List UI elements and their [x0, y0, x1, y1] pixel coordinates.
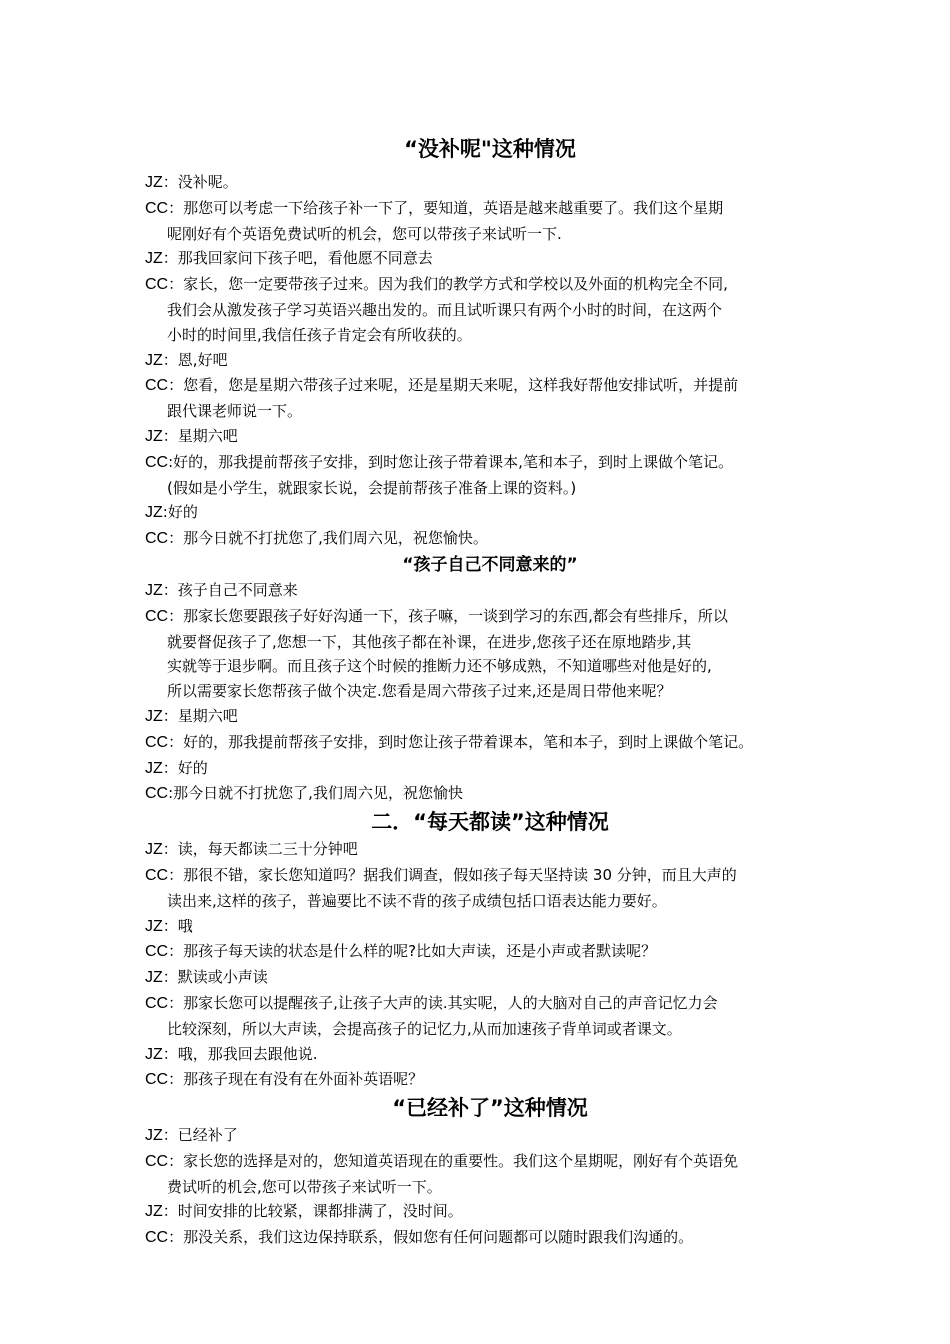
speaker-label: JZ: [145, 969, 163, 987]
dialogue-line: [145, 450, 835, 476]
speaker-label: CC: [145, 530, 169, 548]
speaker-separator: ：: [168, 1070, 184, 1089]
dialogue-line: [145, 730, 835, 756]
dialogue-text: 家长您的选择是对的，您知道英语现在的重要性。我们这个星期呢，刚好有个英语免: [183, 1151, 739, 1170]
dialogue-line: [145, 756, 835, 782]
dialogue-text: 时间安排的比较紧，课都排满了，没时间。: [177, 1202, 463, 1221]
speaker-separator: :: [162, 503, 168, 522]
dialogue-line-continuation: [145, 476, 835, 501]
dialogue-line: [145, 863, 835, 889]
dialogue-line: [145, 991, 835, 1017]
speaker-separator: ：: [162, 916, 178, 935]
speaker-separator: ：: [168, 529, 184, 548]
speaker-separator: ：: [168, 275, 184, 294]
speaker-label: JZ: [145, 841, 163, 859]
dialogue-text: 好的，那我提前帮孩子安排，到时您让孩子带着课本,笔和本子，到时上课做个笔记。: [173, 452, 733, 471]
dialogue-text: 那孩子现在有没有在外面补英语呢？: [183, 1070, 424, 1089]
speaker-label: JZ: [145, 174, 163, 191]
dialogue-line: [145, 526, 835, 552]
dialogue-text: 您看，您是星期六带孩子过来呢，还是星期天来呢，这样我好帮他安排试听，并提前: [183, 376, 739, 395]
dialogue-text: 已经补了: [177, 1126, 238, 1145]
dialogue-text: 没补呢。: [177, 173, 238, 191]
dialogue-line-continuation: [145, 1017, 835, 1042]
dialogue-text: 那没关系，我们这边保持联系，假如您有任何问题都可以随时跟我们沟通的。: [183, 1228, 694, 1247]
dialogue-line: [145, 1067, 835, 1093]
speaker-separator: ：: [162, 1126, 178, 1145]
dialogue-text: 那家长您要跟孩子好好沟通一下，孩子嘛，一谈到学习的东西,都会有些排斥，所以: [183, 606, 728, 625]
speaker-separator: ：: [168, 732, 184, 751]
dialogue-text: 跟代课老师说一下。: [167, 402, 303, 421]
dialogue-text: 那今日就不打扰您了,我们周六见，祝您愉快: [173, 784, 463, 803]
dialogue-line: [145, 781, 835, 807]
section-title: “孩子自己不同意来的”: [402, 554, 578, 575]
dialogue-line: [145, 348, 835, 374]
speaker-label: JZ: [145, 1045, 163, 1063]
dialogue-text: 星期六吧: [177, 706, 238, 725]
speaker-separator: :: [168, 452, 174, 471]
speaker-label: JZ: [145, 351, 163, 369]
dialogue-line: [145, 1225, 835, 1251]
dialogue-text: 哦: [177, 916, 193, 935]
dialogue-text: 家长，您一定要带孩子过来。因为我们的教学方式和学校以及外面的机构完全不同,: [183, 275, 728, 294]
speaker-separator: ：: [168, 865, 184, 884]
dialogue-line: [145, 578, 835, 604]
dialogue-line: [145, 1199, 835, 1225]
speaker-separator: ：: [162, 840, 178, 859]
dialogue-text: 好的，那我提前帮孩子安排，到时您让孩子带着课本，笔和本子，到时上课做个笔记。: [183, 732, 754, 751]
speaker-separator: ：: [162, 173, 178, 191]
speaker-label: JZ: [145, 250, 163, 268]
speaker-separator: ：: [162, 426, 178, 445]
dialogue-line-continuation: [145, 399, 835, 424]
dialogue-text: 那孩子每天读的状态是什么样的呢?比如大声读，还是小声或者默读呢？: [183, 942, 657, 961]
speaker-separator: ：: [162, 758, 178, 777]
dialogue-line: [145, 1123, 835, 1149]
speaker-label: JZ: [145, 504, 163, 522]
dialogue-line: [145, 939, 835, 965]
speaker-label: JZ: [145, 1203, 163, 1221]
dialogue-text: 那很不错，家长您知道吗？据我们调查，假如孩子每天坚持读 30 分钟，而且大声的: [183, 865, 737, 884]
dialogue-line: [145, 1149, 835, 1175]
dialogue-line-continuation: [145, 630, 835, 655]
dialogue-text: 就要督促孩子了,您想一下，其他孩子都在补课，在进步,您孩子还在原地踏步,其: [167, 632, 692, 651]
dialogue-text: 呢刚好有个英语免费试听的机会，您可以带孩子来试听一下.: [167, 224, 562, 243]
dialogue-text: 比较深刻，所以大声读，会提高孩子的记忆力,从而加速孩子背单词或者课文。: [167, 1019, 682, 1038]
speaker-label: CC: [145, 377, 169, 395]
speaker-label: CC: [145, 1229, 169, 1247]
speaker-label: CC: [145, 199, 169, 217]
speaker-separator: ：: [168, 993, 184, 1012]
dialogue-text: 孩子自己不同意来: [177, 580, 298, 599]
speaker-separator: ：: [168, 376, 184, 395]
dialogue-line: [145, 604, 835, 630]
speaker-label: CC: [145, 1071, 169, 1089]
speaker-separator: ：: [168, 942, 184, 961]
dialogue-text: (假如是小学生，就跟家长说，会提前帮孩子准备上课的资料。): [167, 478, 577, 497]
speaker-label: JZ: [145, 759, 163, 777]
speaker-label: JZ: [145, 707, 163, 725]
dialogue-text: 实就等于退步啊。而且孩子这个时候的推断力还不够成熟，不知道哪些对他是好的,: [167, 657, 712, 676]
dialogue-line-continuation: [145, 679, 835, 704]
dialogue-line: [145, 272, 835, 298]
speaker-label: CC: [145, 943, 169, 961]
speaker-label: CC: [145, 785, 169, 803]
dialogue-line: [145, 500, 835, 526]
speaker-separator: ：: [162, 1202, 178, 1221]
speaker-separator: ：: [168, 1151, 184, 1170]
dialogue-line-continuation: [145, 889, 835, 914]
speaker-separator: ：: [162, 249, 178, 268]
dialogue-line: [145, 965, 835, 991]
dialogue-text: 那今日就不打扰您了,我们周六见，祝您愉快。: [183, 529, 488, 548]
dialogue-line: [145, 424, 835, 450]
speaker-separator: ：: [162, 350, 178, 369]
section-title: 二．“每天都读”这种情况: [371, 810, 609, 835]
dialogue-text: 恩,好吧: [177, 350, 228, 369]
dialogue-text: 好的: [177, 758, 208, 777]
dialogue-text: 默读或小声读: [177, 968, 268, 987]
speaker-separator: ：: [168, 198, 184, 217]
dialogue-line: [145, 246, 835, 272]
section-title: “没补呢"这种情况: [404, 137, 576, 161]
speaker-label: CC: [145, 276, 169, 294]
dialogue-text: 小时的时间里,我信任孩子肯定会有所收获的。: [167, 325, 472, 344]
speaker-label: JZ: [145, 917, 163, 935]
dialogue-text: 那家长您可以提醒孩子,让孩子大声的读.其实呢，人的大脑对自己的声音记忆力会: [183, 993, 718, 1012]
speaker-separator: ：: [162, 968, 178, 987]
speaker-label: JZ: [145, 427, 163, 445]
speaker-separator: ：: [162, 1044, 178, 1063]
speaker-separator: ：: [168, 1228, 184, 1247]
speaker-separator: ：: [162, 580, 178, 599]
dialogue-text: 那我回家问下孩子吧，看他愿不同意去: [177, 249, 433, 268]
section-title: “已经补了”这种情况: [392, 1096, 588, 1121]
dialogue-line: [145, 914, 835, 940]
dialogue-text: 我们会从激发孩子学习英语兴趣出发的。而且试听课只有两个小时的时间，在这两个: [167, 300, 723, 319]
dialogue-line: [145, 196, 835, 222]
speaker-label: CC: [145, 453, 169, 471]
speaker-label: JZ: [145, 581, 163, 599]
speaker-separator: ：: [162, 706, 178, 725]
speaker-label: JZ: [145, 1127, 163, 1145]
speaker-label: CC: [145, 866, 169, 884]
speaker-label: CC: [145, 994, 169, 1012]
dialogue-line-continuation: [145, 654, 835, 679]
dialogue-line-continuation: [145, 298, 835, 323]
speaker-label: CC: [145, 733, 169, 751]
document-body: [145, 130, 835, 1251]
dialogue-line: [145, 373, 835, 399]
dialogue-text: 费试听的机会,您可以带孩子来试听一下。: [167, 1177, 442, 1196]
dialogue-text: 好的: [167, 503, 198, 522]
dialogue-line: [145, 1042, 835, 1068]
dialogue-line-continuation: [145, 323, 835, 348]
speaker-separator: ：: [168, 606, 184, 625]
dialogue-text: 读出来,这样的孩子，普遍要比不读不背的孩子成绩包括口语表达能力要好。: [167, 891, 667, 910]
dialogue-text: 哦，那我回去跟他说.: [177, 1044, 318, 1063]
dialogue-text: 那您可以考虑一下给孩子补一下了，要知道，英语是越来越重要了。我们这个星期: [183, 198, 724, 217]
dialogue-line-continuation: [145, 1175, 835, 1200]
dialogue-line-continuation: [145, 222, 835, 247]
speaker-separator: :: [168, 784, 174, 803]
dialogue-line: [145, 704, 835, 730]
speaker-label: CC: [145, 1152, 169, 1170]
speaker-label: CC: [145, 607, 169, 625]
dialogue-text: 星期六吧: [177, 426, 238, 445]
dialogue-text: 读，每天都读二三十分钟吧: [177, 840, 358, 859]
dialogue-text: 所以需要家长您帮孩子做个决定.您看是周六带孩子过来,还是周日带他来呢？: [167, 682, 672, 701]
dialogue-line: [145, 170, 835, 196]
dialogue-line: [145, 837, 835, 863]
